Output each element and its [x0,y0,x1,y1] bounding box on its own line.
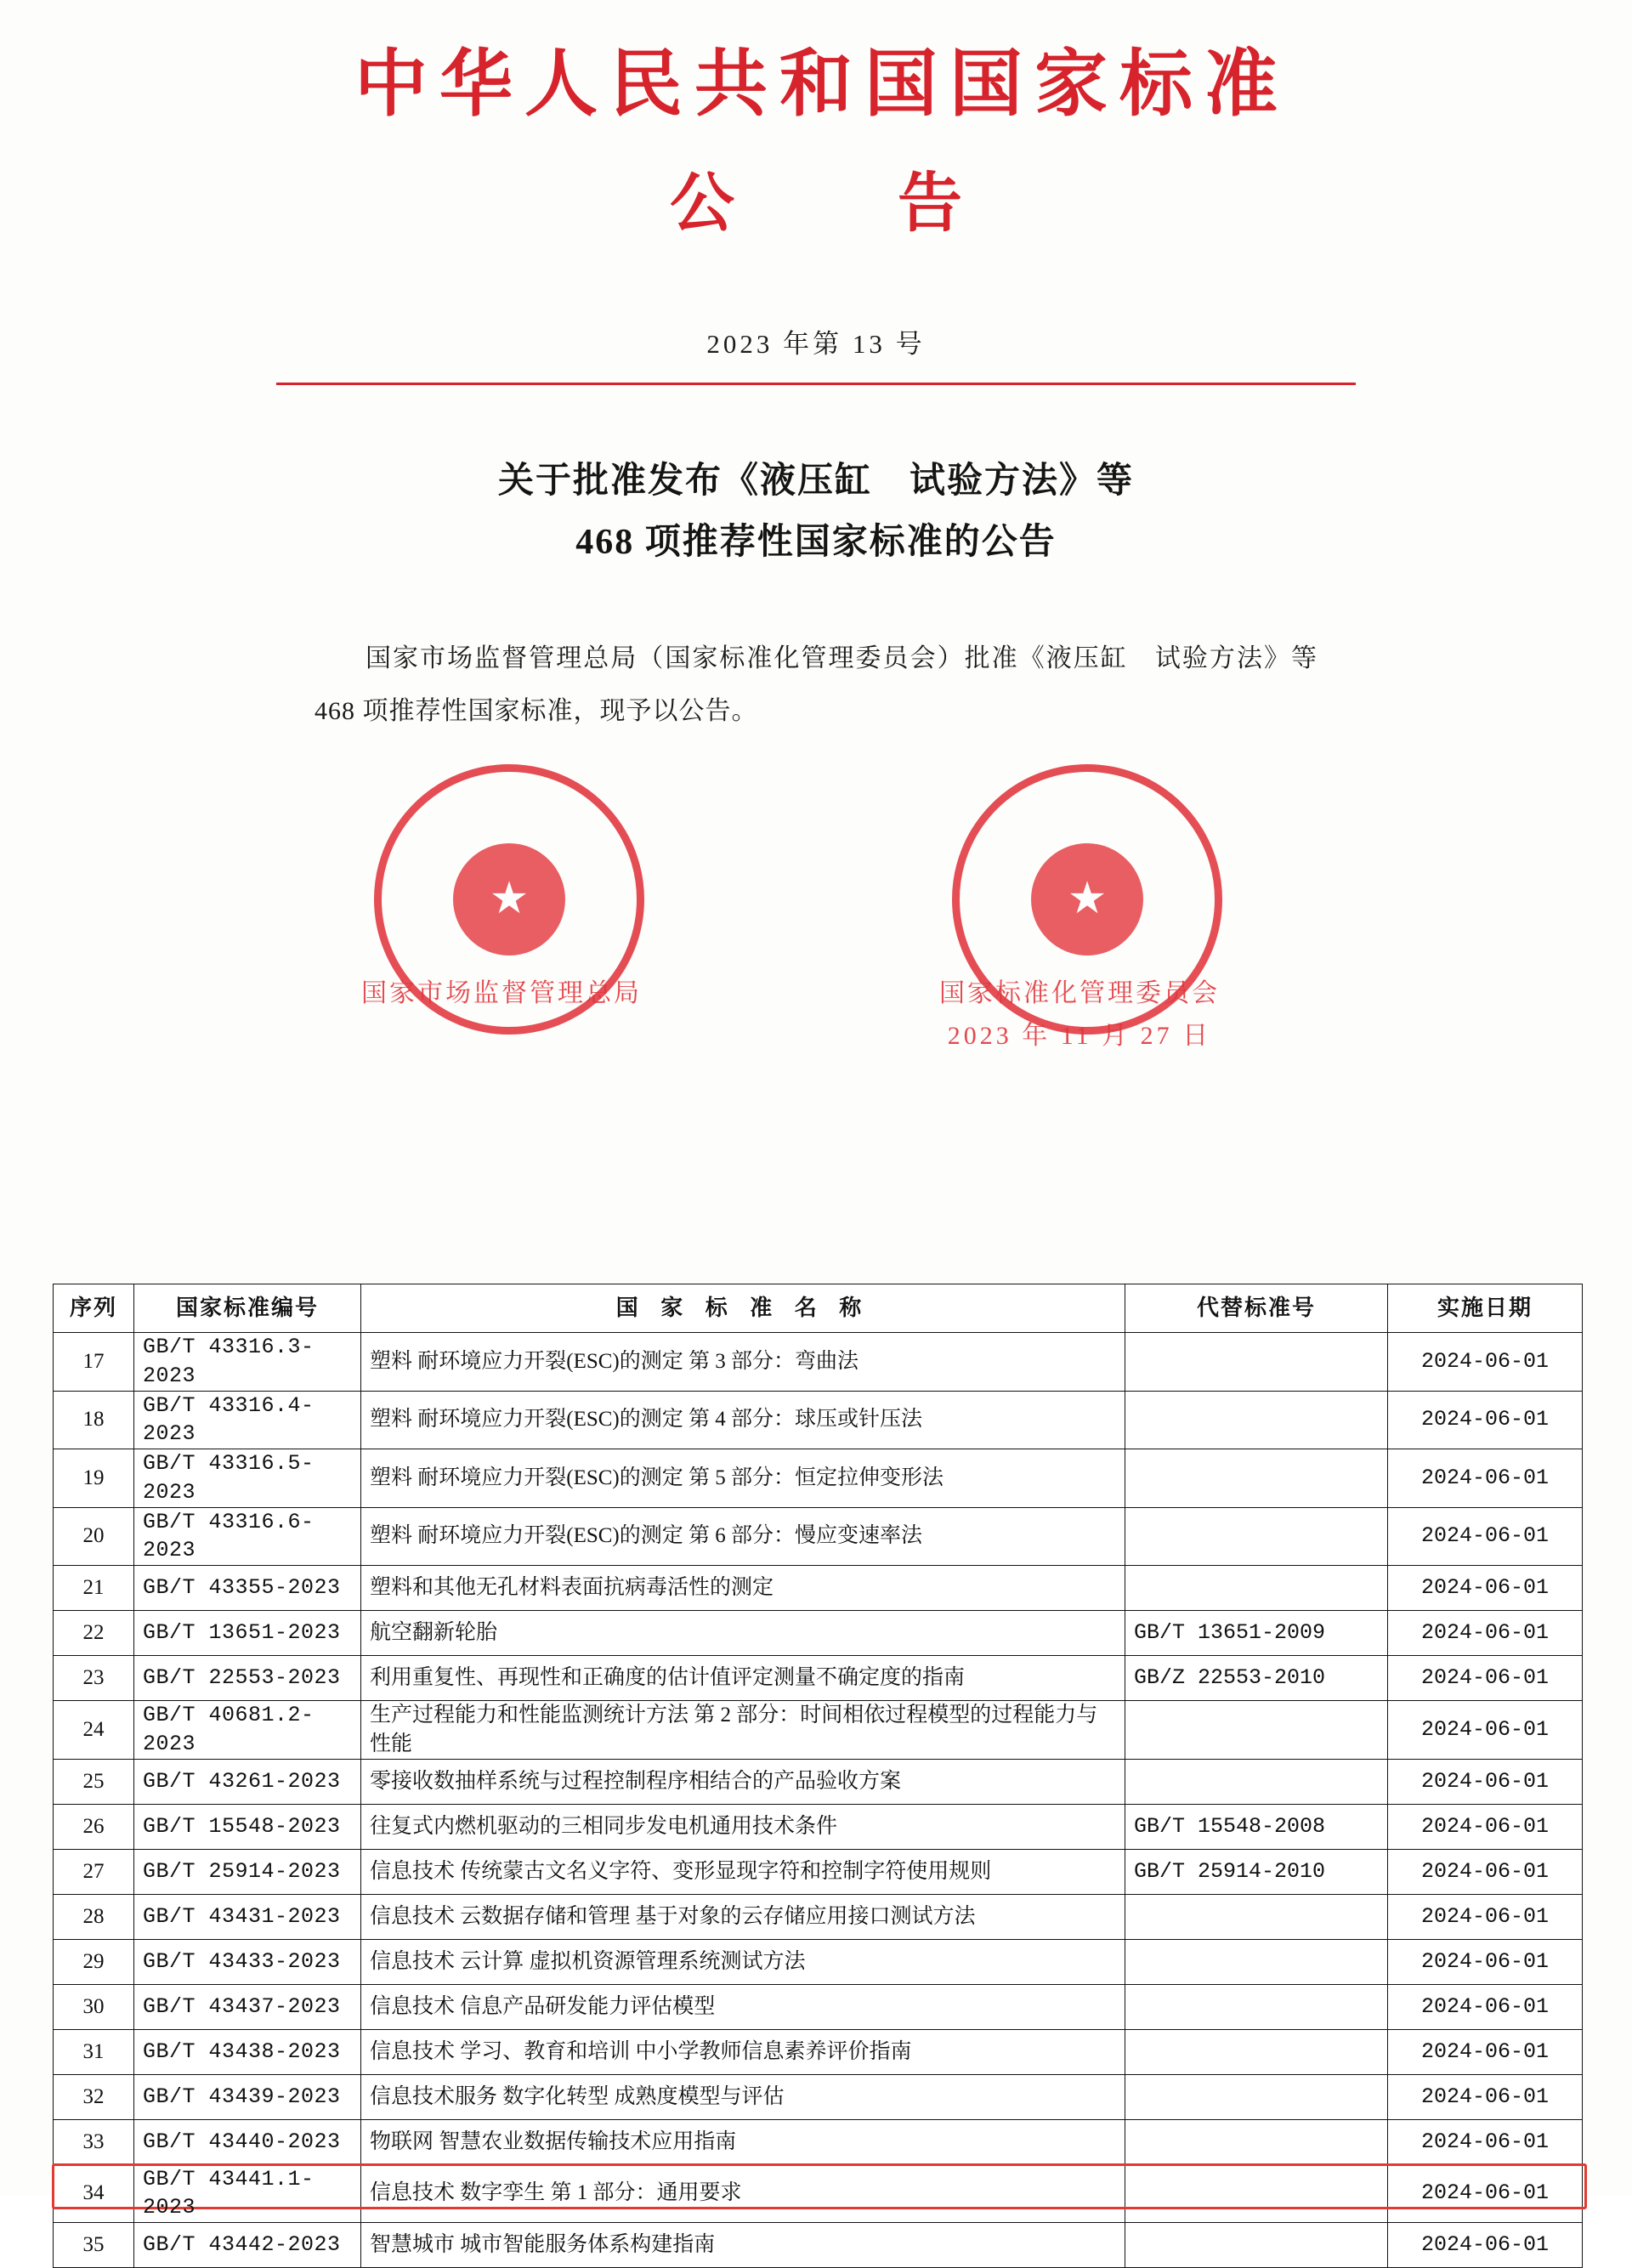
announcement-title [0,451,1632,573]
cell-effective-date: 2024-06-01 [1388,2074,1583,2119]
cell-standard-name: 航空翻新轮胎 [361,1611,1125,1656]
seal-area [0,759,1632,1051]
cell-standard-code: GB/T 15548-2023 [134,1804,361,1849]
announcement-body [314,632,1318,737]
star-icon: ★ [1067,875,1108,924]
announcement-title-line1: 关于批准发布《液压缸 试验方法》等 [497,462,1134,502]
cell-sequence: 29 [54,1939,134,1984]
cell-sequence: 19 [54,1449,134,1508]
cell-sequence: 26 [54,1804,134,1849]
star-icon: ★ [489,875,530,924]
table-row [54,2074,1583,2119]
cell-effective-date: 2024-06-01 [1388,1391,1583,1449]
table-row [54,1611,1583,1656]
cell-effective-date: 2024-06-01 [1388,2164,1583,2223]
cell-sequence: 24 [54,1701,134,1760]
column-header-standard-code: 国家标准编号 [134,1284,361,1333]
cell-standard-code: GB/T 43431-2023 [134,1894,361,1939]
cell-effective-date: 2024-06-01 [1388,2223,1583,2268]
cell-standard-code: GB/T 43442-2023 [134,2223,361,2268]
cell-standard-name: 信息技术 信息产品研发能力评估模型 [361,1984,1125,2029]
announcement-title-line2: 468 项推荐性国家标准的公告 [575,522,1057,562]
cell-standard-name: 塑料 耐环境应力开裂(ESC)的测定 第 6 部分：慢应变速率法 [361,1507,1125,1566]
table-row [54,2164,1583,2223]
cell-effective-date: 2024-06-01 [1388,1333,1583,1392]
cell-standard-name: 智慧城市 城市智能服务体系构建指南 [361,2223,1125,2268]
cell-standard-code: GB/T 43440-2023 [134,2119,361,2164]
table-row [54,1939,1583,1984]
table-row [54,1759,1583,1804]
cell-effective-date: 2024-06-01 [1388,1507,1583,1566]
table-row [54,1333,1583,1392]
cell-standard-code: GB/T 22553-2023 [134,1656,361,1701]
cell-replaced-standard [1125,2119,1388,2164]
cell-standard-name: 物联网 智慧农业数据传输技术应用指南 [361,2119,1125,2164]
cell-effective-date: 2024-06-01 [1388,1849,1583,1894]
table-row [54,1894,1583,1939]
cell-sequence: 23 [54,1656,134,1701]
cell-standard-name: 利用重复性、再现性和正确度的估计值评定测量不确定度的指南 [361,1656,1125,1701]
cell-standard-code: GB/T 43316.6-2023 [134,1507,361,1566]
table-row [54,2223,1583,2268]
cell-replaced-standard [1125,2074,1388,2119]
cell-standard-code: GB/T 13651-2023 [134,1611,361,1656]
table-body [54,1333,1583,2268]
cell-replaced-standard [1125,1984,1388,2029]
table-row [54,1507,1583,1566]
standards-table [53,1284,1583,2268]
column-header-sequence: 序列 [54,1284,134,1333]
cell-standard-code: GB/T 43437-2023 [134,1984,361,2029]
cell-replaced-standard [1125,1566,1388,1611]
cell-standard-name: 信息技术 云数据存储和管理 基于对象的云存储应用接口测试方法 [361,1894,1125,1939]
cell-sequence: 17 [54,1333,134,1392]
cell-standard-code: GB/T 43355-2023 [134,1566,361,1611]
column-header-standard-name: 国 家 标 准 名 称 [361,1284,1125,1333]
cell-effective-date: 2024-06-01 [1388,1759,1583,1804]
table-row [54,1804,1583,1849]
cell-sequence: 30 [54,1984,134,2029]
cell-replaced-standard [1125,1894,1388,1939]
cell-standard-name: 信息技术 学习、教育和培训 中小学教师信息素养评价指南 [361,2029,1125,2074]
table-row [54,1701,1583,1760]
cell-replaced-standard [1125,1759,1388,1804]
cell-replaced-standard: GB/T 15548-2008 [1125,1804,1388,1849]
seal-label-right: 国家标准化管理委员会 [939,979,1220,1008]
cell-replaced-standard [1125,2223,1388,2268]
cell-replaced-standard [1125,1939,1388,1984]
table-row [54,1566,1583,1611]
cell-sequence: 27 [54,1849,134,1894]
cell-replaced-standard [1125,2164,1388,2223]
table-row [54,2029,1583,2074]
cell-standard-code: GB/T 43316.5-2023 [134,1449,361,1508]
seal-date: 2023 年 11 月 27 日 [947,1022,1212,1051]
cell-sequence: 33 [54,2119,134,2164]
cell-effective-date: 2024-06-01 [1388,1939,1583,1984]
cell-replaced-standard [1125,1701,1388,1760]
cell-standard-name: 生产过程能力和性能监测统计方法 第 2 部分：时间相依过程模型的过程能力与性能 [361,1701,1125,1760]
cell-replaced-standard: GB/Z 22553-2010 [1125,1656,1388,1701]
cell-standard-name: 塑料 耐环境应力开裂(ESC)的测定 第 5 部分：恒定拉伸变形法 [361,1449,1125,1508]
cell-standard-name: 塑料 耐环境应力开裂(ESC)的测定 第 4 部分：球压或针压法 [361,1391,1125,1449]
cell-replaced-standard [1125,2029,1388,2074]
table-row [54,1449,1583,1508]
cell-effective-date: 2024-06-01 [1388,1804,1583,1849]
cell-standard-name: 往复式内燃机驱动的三相同步发电机通用技术条件 [361,1804,1125,1849]
table-header [54,1284,1583,1333]
cell-effective-date: 2024-06-01 [1388,1449,1583,1508]
table-row [54,1984,1583,2029]
cell-standard-code: GB/T 40681.2-2023 [134,1701,361,1760]
cell-standard-code: GB/T 25914-2023 [134,1849,361,1894]
cell-replaced-standard [1125,1333,1388,1392]
cell-sequence: 18 [54,1391,134,1449]
issue-number: 2023 年第 13 号 [706,329,926,360]
column-header-effective-date: 实施日期 [1388,1284,1583,1333]
cell-effective-date: 2024-06-01 [1388,1611,1583,1656]
cell-standard-name: 信息技术服务 数字化转型 成熟度模型与评估 [361,2074,1125,2119]
cell-replaced-standard: GB/T 13651-2009 [1125,1611,1388,1656]
cell-standard-code: GB/T 43441.1-2023 [134,2164,361,2223]
cell-sequence: 34 [54,2164,134,2223]
cell-sequence: 25 [54,1759,134,1804]
cell-standard-name: 信息技术 传统蒙古文名义字符、变形显现字符和控制字符使用规则 [361,1849,1125,1894]
cell-sequence: 21 [54,1566,134,1611]
table-row [54,1656,1583,1701]
cell-effective-date: 2024-06-01 [1388,1984,1583,2029]
cell-sequence: 20 [54,1507,134,1566]
cell-effective-date: 2024-06-01 [1388,1701,1583,1760]
cell-effective-date: 2024-06-01 [1388,2029,1583,2074]
cell-effective-date: 2024-06-01 [1388,1566,1583,1611]
page-title: 中华人民共和国国家标准 [354,41,1289,127]
cell-standard-code: GB/T 43433-2023 [134,1939,361,1984]
column-header-replaced-standard: 代替标准号 [1125,1284,1388,1333]
announcement-body-text: 国家市场监督管理总局（国家标准化管理委员会）批准《液压缸 试验方法》等 468 项推荐性国家标准，现予以公告。 [314,644,1318,725]
cell-effective-date: 2024-06-01 [1388,2119,1583,2164]
cell-standard-name: 信息技术 数字孪生 第 1 部分：通用要求 [361,2164,1125,2223]
cell-standard-name: 塑料 耐环境应力开裂(ESC)的测定 第 3 部分：弯曲法 [361,1333,1125,1392]
table-row [54,2119,1583,2164]
cell-effective-date: 2024-06-01 [1388,1656,1583,1701]
cell-standard-code: GB/T 43261-2023 [134,1759,361,1804]
cell-replaced-standard [1125,1449,1388,1508]
cell-standard-name: 塑料和其他无孔材料表面抗病毒活性的测定 [361,1566,1125,1611]
seal-label-left: 国家市场监督管理总局 [361,979,642,1008]
standards-table-wrapper [53,1284,1583,2268]
cell-standard-name: 零接收数抽样系统与过程控制程序相结合的产品验收方案 [361,1759,1125,1804]
cell-standard-code: GB/T 43439-2023 [134,2074,361,2119]
cell-sequence: 35 [54,2223,134,2268]
table-row [54,1391,1583,1449]
table-header-row [54,1284,1583,1333]
cell-sequence: 32 [54,2074,134,2119]
cell-sequence: 22 [54,1611,134,1656]
cell-effective-date: 2024-06-01 [1388,1894,1583,1939]
page-subtitle: 公 告 [670,165,1012,241]
cell-replaced-standard [1125,1507,1388,1566]
cell-standard-code: GB/T 43438-2023 [134,2029,361,2074]
cell-standard-name: 信息技术 云计算 虚拟机资源管理系统测试方法 [361,1939,1125,1984]
cell-sequence: 28 [54,1894,134,1939]
cell-replaced-standard [1125,1391,1388,1449]
header-divider [276,383,1356,385]
cell-sequence: 31 [54,2029,134,2074]
table-row [54,1849,1583,1894]
cell-replaced-standard: GB/T 25914-2010 [1125,1849,1388,1894]
cell-standard-code: GB/T 43316.4-2023 [134,1391,361,1449]
document-header [0,0,1632,737]
cell-standard-code: GB/T 43316.3-2023 [134,1333,361,1392]
